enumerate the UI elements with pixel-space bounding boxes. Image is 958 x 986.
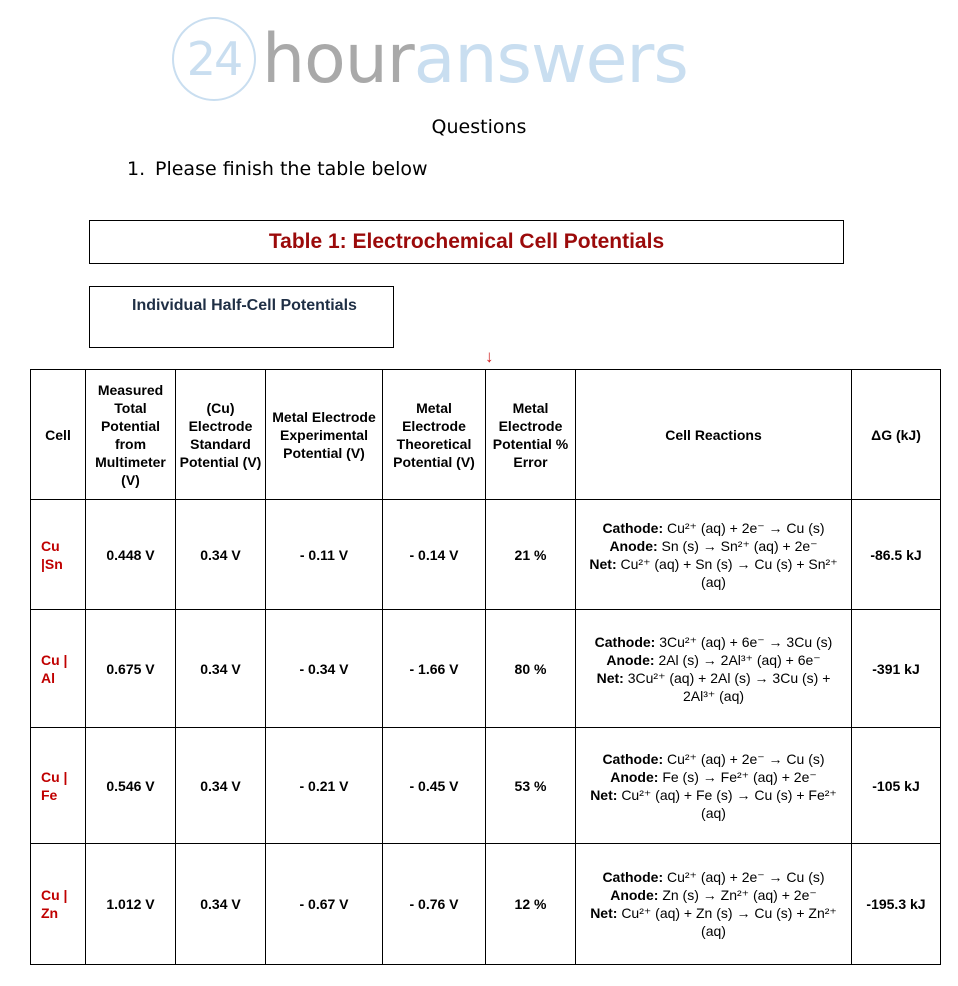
subtitle-text: Individual Half-Cell Potentials — [132, 297, 357, 314]
anode-line — [579, 651, 848, 669]
cathode-label: Cathode: — [602, 519, 664, 536]
table-row — [31, 610, 941, 728]
error-value: 80 % — [486, 610, 576, 728]
error-value: 21 % — [486, 500, 576, 610]
subtitle-box — [89, 286, 394, 348]
cathode-reaction: Cu²⁺ (aq) + 2e⁻ → Cu (s) — [667, 519, 825, 536]
anode-line — [579, 768, 848, 786]
net-line — [579, 786, 848, 822]
anode-label: Anode: — [610, 768, 659, 785]
measured-value: 0.546 V — [86, 728, 176, 844]
cathode-line — [579, 633, 848, 651]
cathode-label: Cathode: — [602, 750, 664, 767]
net-reaction: Cu²⁺ (aq) + Zn (s) → Cu (s) + Zn²⁺ (aq) — [621, 905, 837, 939]
theoretical-value: - 0.14 V — [383, 500, 486, 610]
net-reaction: Cu²⁺ (aq) + Fe (s) → Cu (s) + Fe²⁺ (aq) — [621, 786, 837, 821]
cathode-line — [579, 519, 848, 537]
cu-standard-value: 0.34 V — [176, 844, 266, 965]
net-line — [579, 904, 848, 940]
cathode-line — [579, 750, 848, 768]
error-value: 12 % — [486, 844, 576, 965]
measured-value: 0.448 V — [86, 500, 176, 610]
header-experimental: Metal Electrode Experimental Potential (V) — [266, 370, 383, 500]
error-value: 53 % — [486, 728, 576, 844]
table-row — [31, 500, 941, 610]
header-cell: Cell — [31, 370, 86, 500]
cu-standard-value: 0.34 V — [176, 500, 266, 610]
net-reaction: Cu²⁺ (aq) + Sn (s) → Cu (s) + Sn²⁺ (aq) — [620, 555, 838, 590]
net-line — [579, 555, 848, 591]
delta-g-value: -195.3 kJ — [852, 844, 941, 965]
anode-label: Anode: — [606, 651, 655, 668]
experimental-value: - 0.67 V — [266, 844, 383, 965]
theoretical-value: - 0.76 V — [383, 844, 486, 965]
table-header-row — [31, 370, 941, 500]
questions-heading: Questions — [431, 116, 527, 138]
question-number: 1. — [127, 158, 146, 180]
net-label: Net: — [589, 555, 617, 572]
anode-reaction: Zn (s) → Zn²⁺ (aq) + 2e⁻ — [662, 887, 817, 903]
experimental-value: - 0.11 V — [266, 500, 383, 610]
cell-label: Cu | Al — [31, 610, 86, 728]
anode-reaction: Sn (s) → Sn²⁺ (aq) + 2e⁻ — [661, 537, 818, 554]
delta-g-value: -105 kJ — [852, 728, 941, 844]
table-title: Table 1: Electrochemical Cell Potentials — [89, 220, 844, 264]
experimental-value: - 0.21 V — [266, 728, 383, 844]
cell-reactions — [576, 844, 852, 965]
header-theoretical: Metal Electrode Theoretical Potential (V) — [383, 370, 486, 500]
down-arrow-icon: ↓ — [485, 347, 494, 366]
delta-g-value: -391 kJ — [852, 610, 941, 728]
theoretical-value: - 0.45 V — [383, 728, 486, 844]
net-line — [579, 669, 848, 705]
anode-label: Anode: — [610, 887, 659, 903]
cathode-reaction: Cu²⁺ (aq) + 2e⁻ → Cu (s) — [667, 750, 825, 767]
anode-line — [579, 537, 848, 555]
cell-label: Cu |Sn — [31, 500, 86, 610]
net-label: Net: — [596, 669, 624, 686]
net-label: Net: — [590, 905, 618, 921]
cathode-label: Cathode: — [594, 633, 656, 650]
cathode-reaction: 3Cu²⁺ (aq) + 6e⁻ → 3Cu (s) — [659, 633, 833, 650]
question-text: Please finish the table below — [155, 158, 428, 180]
table-row — [31, 844, 941, 965]
anode-line — [579, 886, 848, 904]
experimental-value: - 0.34 V — [266, 610, 383, 728]
watermark-hour: hour — [262, 19, 414, 99]
header-delta-g: ΔG (kJ) — [852, 370, 941, 500]
header-measured: Measured Total Potential from Multimeter (V) — [86, 370, 176, 500]
anode-label: Anode: — [609, 537, 658, 554]
question-1 — [127, 158, 428, 180]
cell-potentials-table — [30, 369, 941, 965]
cell-reactions — [576, 500, 852, 610]
cell-label: Cu | Fe — [31, 728, 86, 844]
cell-reactions — [576, 728, 852, 844]
table-row — [31, 728, 941, 844]
cu-standard-value: 0.34 V — [176, 610, 266, 728]
cell-reactions — [576, 610, 852, 728]
header-cu-standard: (Cu) Electrode Standard Potential (V) — [176, 370, 266, 500]
net-reaction: 3Cu²⁺ (aq) + 2Al (s) → 3Cu (s) + 2Al³⁺ (aq) — [627, 669, 831, 704]
theoretical-value: - 1.66 V — [383, 610, 486, 728]
cathode-reaction: Cu²⁺ (aq) + 2e⁻ → Cu (s) — [667, 869, 825, 885]
delta-g-value: -86.5 kJ — [852, 500, 941, 610]
watermark-circle: 24 — [172, 17, 256, 101]
cathode-line — [579, 868, 848, 886]
watermark-logo — [172, 14, 688, 104]
cell-label: Cu | Zn — [31, 844, 86, 965]
measured-value: 1.012 V — [86, 844, 176, 965]
header-error: Metal Electrode Potential % Error — [486, 370, 576, 500]
watermark-answers: answers — [413, 19, 688, 99]
anode-reaction: Fe (s) → Fe²⁺ (aq) + 2e⁻ — [662, 768, 817, 785]
net-label: Net: — [590, 786, 618, 803]
cu-standard-value: 0.34 V — [176, 728, 266, 844]
header-reactions: Cell Reactions — [576, 370, 852, 500]
anode-reaction: 2Al (s) → 2Al³⁺ (aq) + 6e⁻ — [658, 651, 821, 668]
measured-value: 0.675 V — [86, 610, 176, 728]
cathode-label: Cathode: — [602, 869, 664, 885]
